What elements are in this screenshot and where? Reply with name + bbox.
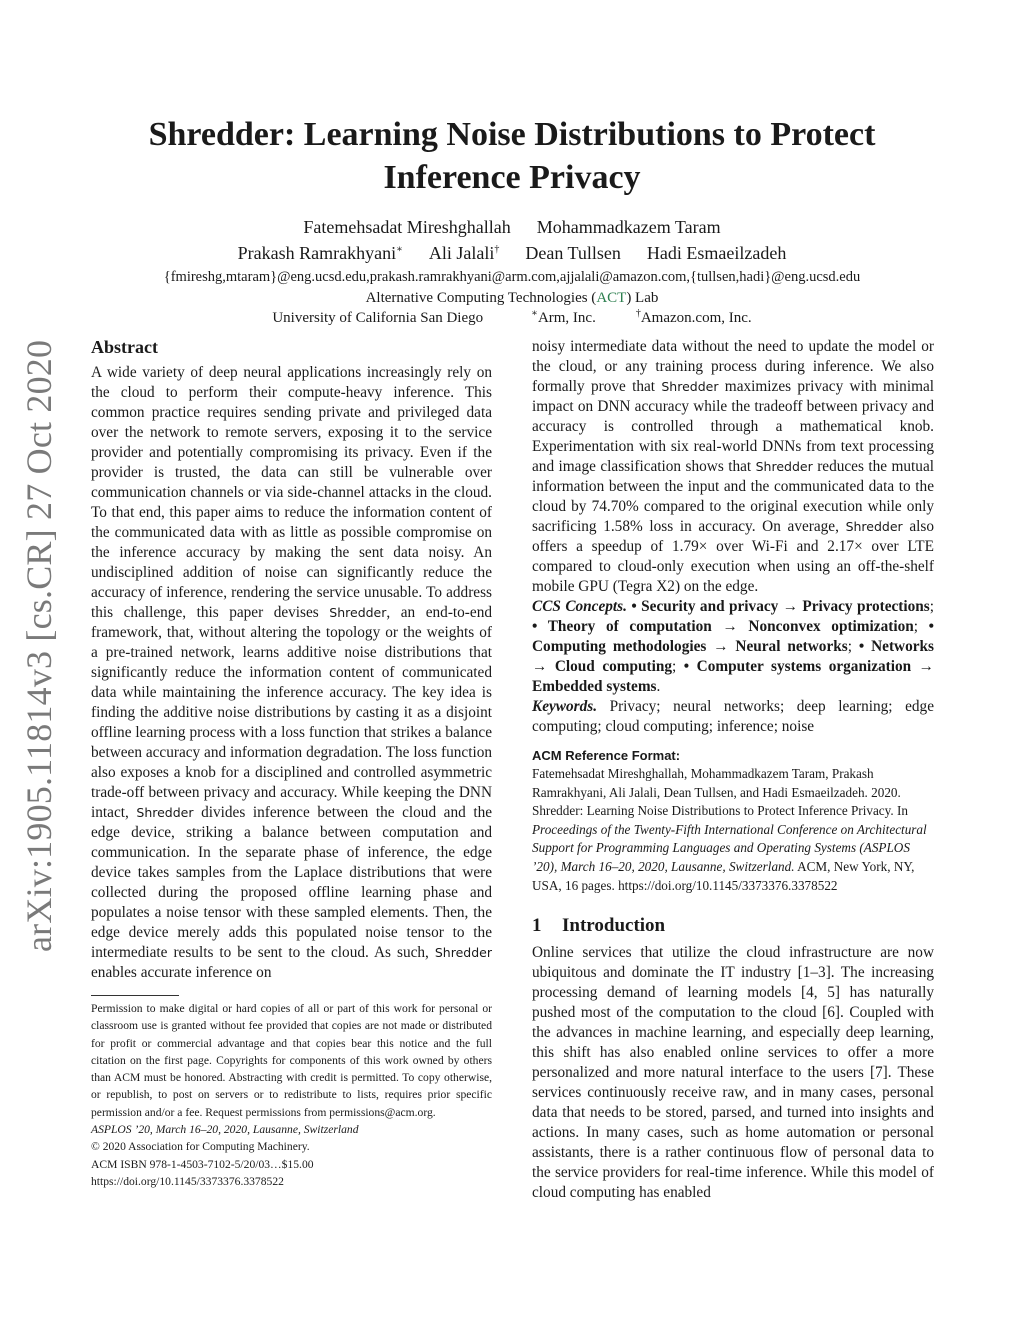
ccs-label: CCS Concepts.	[532, 598, 627, 615]
affiliation: University of California San Diego	[272, 310, 484, 326]
affiliation: Arm, Inc.	[537, 310, 596, 326]
system-name: Shredder	[755, 459, 813, 474]
affiliation-mark: †	[494, 244, 500, 255]
permission-text: Permission to make digital or hard copies of all or part of this work for personal or classroom use is granted without fee provided that copies are not made or distributed for profit or commercial advantage and that copies bear this notice and the full citation on the first page. Copyrights for components of this work owned by others than ACM must be honored. Abstracting with credit is permitted. To copy otherwise, or republish, to post on servers or to redistribute to lists, requires prior specific permission and/or a fee. Request permissions from permissions@acm.org.	[91, 1002, 492, 1119]
ccs-concepts: CCS Concepts. • Security and privacy → Privacy protections; • Theory of computation → Nonconvex optimization; • Computing methodologies → Neural networks; • Networks → Cloud computing; • Computer systems organization → Embedded systems.	[532, 598, 934, 695]
author-name: Ali Jalali	[428, 243, 495, 263]
author-name: Prakash Ramrakhyani	[237, 243, 397, 263]
abstract-continued: noisy intermediate data without the need to update the model or the cloud, or any training process during inference. We also formally prove that Shredder maximizes privacy with minimal impact on DNN accuracy while the tradeoff between privacy and accuracy is controlled through a mathematical knob. Experimentation with six real-world DNNs from text processing and image classification shows that Shredder reduces the mutual information between the input and the communicated data to the cloud by 74.70% compared to the original execution while only sacrificing 1.58% loss in accuracy. On average, Shredder also offers a speedup of 1.79× over Wi-Fi and 2.17× over LTE compared to cloud-only execution when using an off-the-shelf mobile GPU (Tegra X2) on the edge.	[532, 338, 935, 595]
affiliation-mark: †	[635, 308, 641, 319]
conference-info: ASPLOS ’20, March 16–20, 2020, Lausanne, Switzerland	[91, 1123, 359, 1137]
affiliation: Amazon.com, Inc.	[640, 310, 752, 326]
copyright-notice: © 2020 Association for Computing Machinery.	[91, 1140, 310, 1154]
author-name: Hadi Esmaeilzadeh	[646, 243, 787, 263]
author-line-1	[0, 214, 1024, 240]
left-column	[91, 335, 492, 983]
author-name: Mohammadkazem Taram	[536, 217, 721, 237]
section-heading-introduction: 1 Introduction	[532, 915, 666, 937]
affiliation-mark: ∗	[396, 244, 403, 255]
introduction-text: Online services that utilize the cloud infrastructure are now ubiquitous and dominate the IT industry [1–3]. The increasing processing demand of learning models [4, 5] has naturally pushed most of the computation to the cloud [6]. Coupled with the advances in machine learning, and especially deep learning, this shift has also enabled online services to offer a more personalized and more natural interface to the users [7]. These services continuously receive raw, and in many cases, personal data that needs to be stored, parsed, and turned into insights and actions. In many cases, such as home automation or personal assistants, there is a rather continuous flow of personal data to the service providers for real-time inference. While this model of cloud computing has enabled	[532, 944, 934, 1202]
system-name: Shredder	[329, 605, 387, 620]
paper-title	[0, 113, 1024, 199]
title-line-2: Inference Privacy	[383, 159, 641, 196]
system-name: Shredder	[136, 805, 194, 820]
isbn: ACM ISBN 978-1-4503-7102-5/20/03…$15.00	[91, 1157, 314, 1171]
acm-reference-text: Fatemehsadat Mireshghallah, Mohammadkazem Taram, Prakash Ramrakhyani, Ali Jalali, Dean Tullsen, and Hadi Esmaeilzadeh. 2020. Shredder: Learning Noise Distributions to Protect Inference Privacy. In Proceedings of the Twenty-Fifth International Conference on Architectural Support for Programming Languages and Operating Systems (ASPLOS ’20), March 16–20, 2020, Lausanne, Switzerland. ACM, New York, NY, USA, 16 pages. https://doi.org/10.1145/3373376.3378522	[532, 766, 927, 893]
affiliation-mark: ∗	[531, 308, 538, 319]
footnote-rule	[91, 995, 179, 996]
abstract-heading: Abstract	[91, 337, 158, 357]
keywords: Keywords. Privacy; neural networks; deep learning; edge computing; cloud computing; inference; noise	[532, 698, 934, 735]
keywords-label: Keywords.	[532, 698, 598, 715]
permission-footnote	[91, 1000, 492, 1190]
acm-reference-heading: ACM Reference Format:	[532, 748, 681, 763]
author-line-2	[0, 240, 1024, 266]
title-line-1: Shredder: Learning Noise Distributions to Protect	[148, 116, 876, 153]
system-name: Shredder	[661, 379, 719, 394]
author-emails: {fmireshg,mtaram}@eng.ucsd.edu,prakash.ramrakhyani@arm.com,ajjalali@amazon.com,{tullsen,hadi}@eng.ucsd.edu	[163, 269, 861, 285]
author-name: Dean Tullsen	[525, 243, 621, 263]
affiliations	[0, 308, 1024, 328]
abstract-text: A wide variety of deep neural applications increasingly rely on the cloud to perform their compute-heavy inference. This common practice requires sending private and privileged data over the network to remote servers, exposing it to the service provider and potentially compromising its privacy. Even if the provider is trusted, the data can still be vulnerable over communication channels or via side-channel attacks in the cloud. To that end, this paper aims to reduce the information content of the communicated data with as little as possible compromise on the inference accuracy by making the sent data noisy. An undisciplined addition of noise can significantly reduce the accuracy of inference, rendering the service unusable. To address this challenge, this paper devises Shredder, an end-to-end framework, that, without altering the topology or the weights of a pre-trained network, learns additive noise distributions that significantly reduce the information content of communicated data while maintaining the inference accuracy. The key idea is finding the additive noise distributions by casting it as a disjoint offline learning process with a loss function that strikes a balance between accuracy and information degradation. The loss function also exposes a knob for a disciplined and controlled asymmetric trade-off between privacy and accuracy. While keeping the DNN intact, Shredder divides inference between the cloud and the edge device, striking a balance between computation and communication. In the separate phase of inference, the edge device takes samples from the Laplace distributions that were collected during the proposed offline learning phase and populates a noise tensor with these sampled elements. Then, the edge device merely adds this populated noise tensor to the intermediate results to be sent to the cloud. As such, Shredder enables accurate inference on	[91, 364, 493, 981]
act-link[interactable]: ACT	[596, 290, 627, 306]
lab-name: Alternative Computing Technologies (ACT) Lab	[365, 290, 659, 306]
right-column	[532, 337, 934, 1203]
system-name: Shredder	[845, 519, 903, 534]
arxiv-identifier: arXiv:1905.11814v3 [cs.CR] 27 Oct 2020	[19, 339, 59, 952]
author-block	[0, 214, 1024, 328]
author-name: Fatemehsadat Mireshghallah	[303, 217, 511, 237]
doi-link[interactable]: https://doi.org/10.1145/3373376.3378522	[91, 1174, 284, 1188]
system-name: Shredder	[434, 945, 492, 960]
